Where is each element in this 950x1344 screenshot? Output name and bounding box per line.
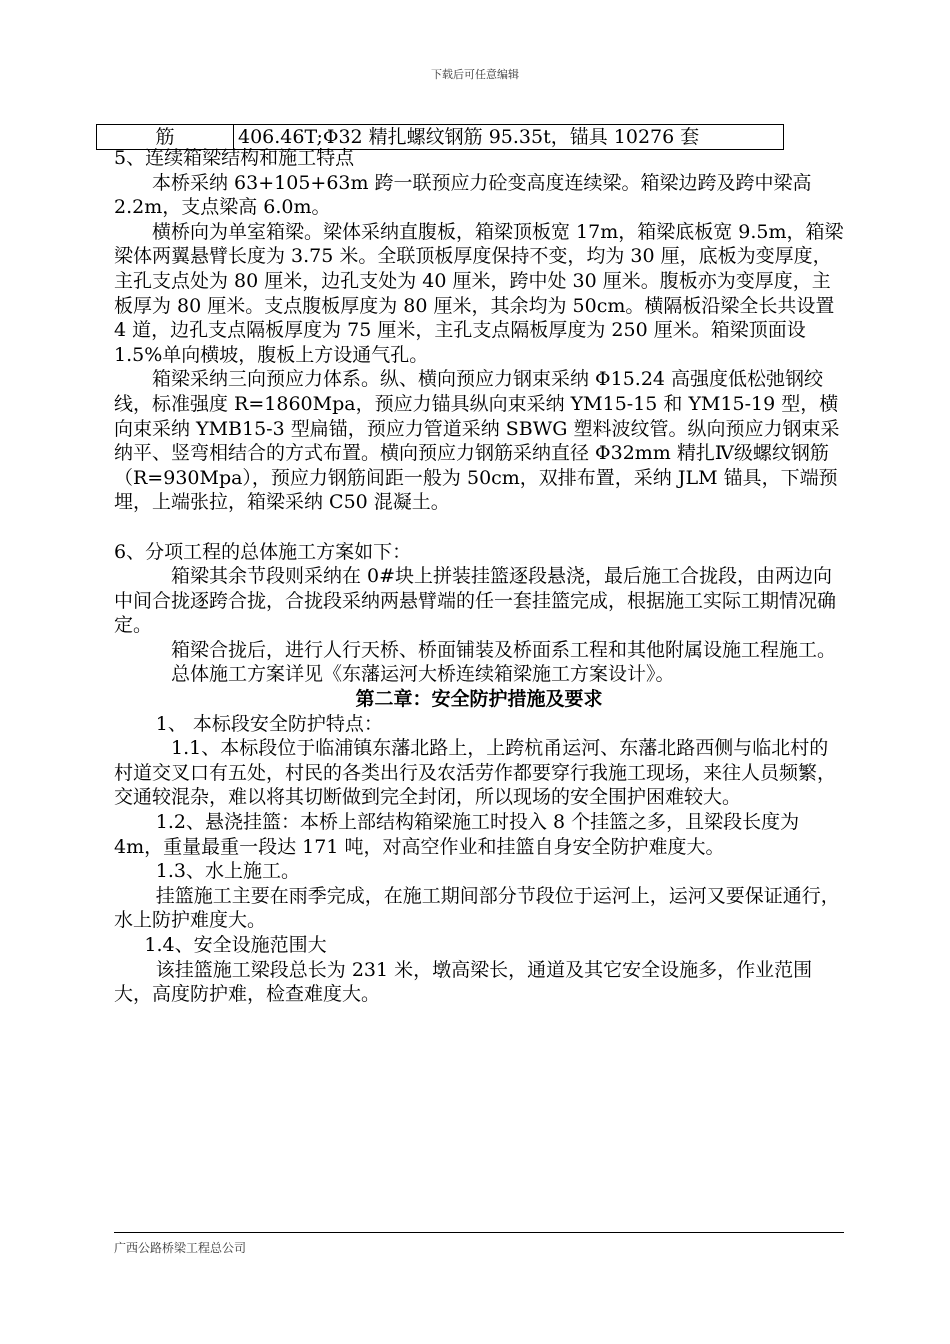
table-cell-label: 筋 xyxy=(97,125,234,150)
section5-paragraph-3: 箱梁采纳三向预应力体系。纵、横向预应力钢束采纳 Φ15.24 高强度低松弛钢绞线，标准强度 R=1860Mpa，预应力锚具纵向束采纳 YM15-15 和 YM15-19 型，横向束采纳 YMB15-3 型扁锚，预应力管道采纳 SBWG 塑料波纹管。纵向预应力钢束采纳平、竖弯相结合的方式布置。横向预应力钢筋采纳直径 Φ32mm 精扎Ⅳ级螺纹钢筋（R=930Mpa），预应力钢筋间距一般为 50cm，双排布置，采纳 JLM 锚具，下端预埋，上端张拉，箱梁采纳 C50 混凝土。 xyxy=(114,368,840,514)
page-header: 下载后可任意编辑 xyxy=(431,68,519,81)
list-item-1-1: 1.1、本标段位于临浦镇东藩北路上，上跨杭甬运河、东藩北路西侧与临北村的村道交叉口有五处，村民的各类出行及农活劳作都要穿行我施工现场，来往人员频繁，交通较混杂，难以将其切断做到完全封闭，所以现场的安全围护困难较大。 xyxy=(114,737,837,809)
chapter-title: 第二章：安全防护措施及要求 xyxy=(355,688,603,711)
table-cell-value: 406.46T;Φ32 精扎螺纹钢筋 95.35t，锚具 10276 套 xyxy=(234,125,784,150)
section6-paragraph-1: 箱梁其余节段则采纳在 0#块上拼装挂篮逐段悬浇，最后施工合拢段，由两边向中间合拢逐跨合拢，合拢段采纳两悬臂端的任一套挂篮完成，根据施工实际工期情况确定。 xyxy=(114,565,837,637)
section5-paragraph-2: 横桥向为单室箱梁。梁体采纳直腹板，箱梁顶板宽 17m，箱梁底板宽 9.5m，箱梁梁体两翼悬臂长度为 3.75 米。全联顶板厚度保持不变，均为 30 厘，底板为变厚度，主孔支点处为 80 厘米，边孔支处为 40 厘米，跨中处 30 厘米。腹板亦为变厚度，主板厚为 80 厘米。支点腹板厚度为 80 厘米，其余均为 50cm。横隔板沿梁全长共设置 4 道，边孔支点隔板厚度为 75 厘米，主孔支点隔板厚度为 250 厘米。箱梁顶面设 1.5%单向横坡，腹板上方设通气孔。 xyxy=(114,220,844,366)
page-footer: 广西公路桥梁工程总公司 xyxy=(114,1232,844,1256)
section6-title: 6、分项工程的总体施工方案如下： xyxy=(114,540,412,563)
document-body xyxy=(114,146,844,1007)
list-item-1-3-text: 挂篮施工主要在雨季完成，在施工期间部分节段位于运河上，运河又要保证通行，水上防护难度大。 xyxy=(114,884,840,932)
section5-paragraph-1: 本桥采纳 63+105+63m 跨一联预应力砼变高度连续梁。箱梁边跨及跨中梁高 2.2m，支点梁高 6.0m。 xyxy=(114,171,812,219)
list-item-1: 1、 本标段安全防护特点： xyxy=(155,712,383,735)
section6-paragraph-2: 箱梁合拢后，进行人行天桥、桥面铺装及桥面系工程和其他附属设施工程施工。 xyxy=(171,638,837,661)
list-item-1-4-text: 该挂篮施工梁段总长为 231 米，墩高梁长，通道及其它安全设施多，作业范围大，高度防护难，检查难度大。 xyxy=(114,958,813,1006)
list-item-1-3: 1.3、水上施工。 xyxy=(155,860,301,883)
list-item-1-4: 1.4、安全设施范围大 xyxy=(144,934,327,956)
section6-paragraph-3: 总体施工方案详见《东藩运河大桥连续箱梁施工方案设计》。 xyxy=(171,663,675,686)
list-item-1-2: 1.2、悬浇挂篮：本桥上部结构箱梁施工时投入 8 个挂篮之多，且梁段长度为 4m，重量最重一段达 171 吨，对高空作业和挂篮自身安全防护难度大。 xyxy=(114,811,800,858)
blank-line xyxy=(114,515,844,540)
section5-title: 5、连续箱梁结构和施工特点 xyxy=(114,147,355,169)
